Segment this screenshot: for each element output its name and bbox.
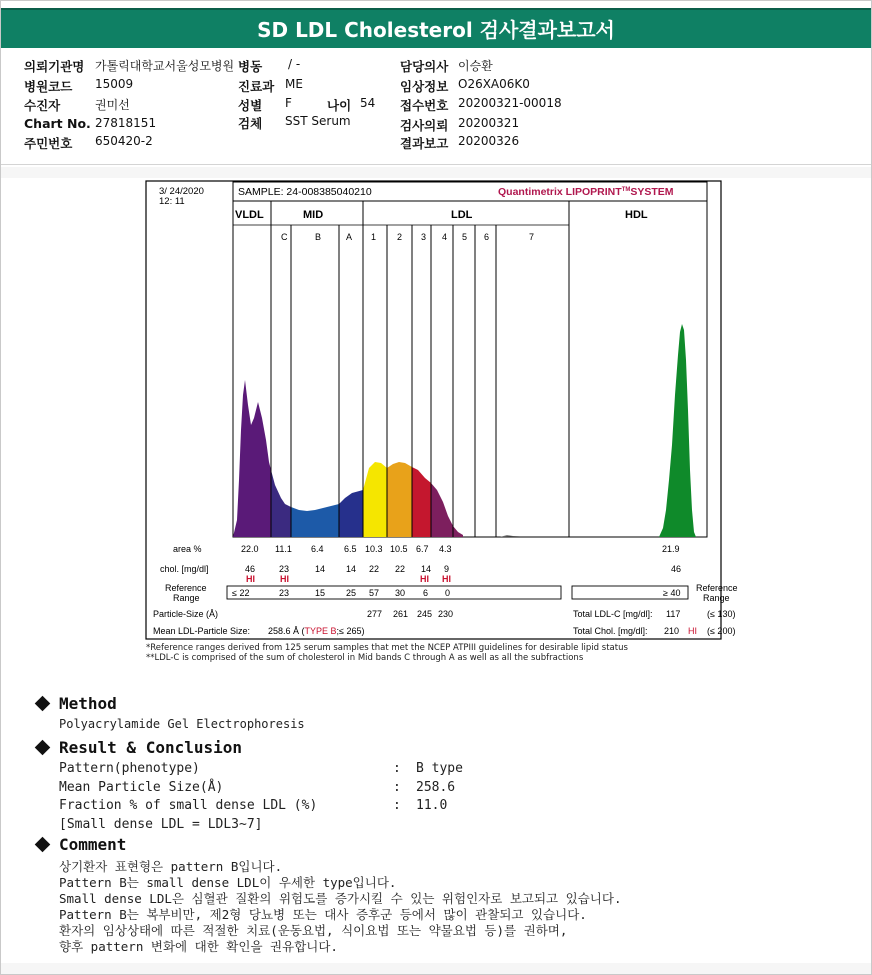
comment-line: Pattern B는 복부비만, 제2형 당뇨병 또는 대사 증후군 등에서 많이 관찰되고 있습니다.: [59, 907, 587, 922]
info-value: F: [285, 96, 292, 110]
ref-value: 6: [423, 588, 429, 598]
info-label: 임상정보: [400, 79, 449, 94]
area-value: 21.9: [662, 544, 680, 554]
info-label: 수진자: [24, 98, 61, 113]
info-value: 20200321: [458, 116, 520, 130]
info-value: 20200321-00018: [458, 96, 562, 110]
patient-info-panel: [0, 50, 872, 165]
ref-value: 25: [346, 588, 357, 598]
band-label: 5: [462, 232, 468, 242]
footnote-1: *Reference ranges derived from 125 serum samples that met the NCEP ATPIII guidelines for desirable lipid status: [146, 643, 628, 653]
info-value: / -: [288, 57, 301, 71]
row-label-chol: chol. [mg/dl]: [160, 564, 209, 574]
info-value: 15009: [95, 77, 134, 91]
result-sep: :: [393, 761, 401, 776]
area-value: 11.1: [275, 544, 292, 554]
info-label: 성별: [238, 98, 263, 113]
area-value: 6.4: [311, 544, 324, 554]
chol-value: 46: [671, 564, 682, 574]
info-label: 검체: [238, 116, 263, 131]
ref-value: 15: [315, 588, 326, 598]
area-value: 4.3: [439, 544, 452, 554]
info-value: O26XA06K0: [458, 77, 530, 91]
result-value: B type: [416, 761, 463, 776]
info-value: 이승환: [458, 59, 493, 73]
total-chol-label: Total Chol. [mg/dl]:: [573, 626, 648, 636]
band-label: C: [281, 232, 288, 242]
result-sep: :: [393, 780, 401, 795]
info-label: 담당의사: [400, 59, 449, 74]
area-value: 10.5: [390, 544, 408, 554]
chol-value: 14: [346, 564, 357, 574]
band-label: 2: [397, 232, 403, 242]
info-label: 병동: [238, 59, 263, 74]
footnote-2: **LDL-C is comprised of the sum of cholesterol in Mid bands C through A as well as all the subfractions: [146, 653, 584, 663]
method-heading: Method: [59, 694, 117, 713]
result-label: Fraction % of small dense LDL (%): [59, 798, 318, 813]
report-title: SD LDL Cholesterol 검사결과보고서: [0, 8, 872, 48]
hi-flag: HI: [246, 574, 255, 584]
area-value: 6.7: [416, 544, 429, 554]
ref-label-right: Reference Range: [696, 583, 738, 603]
band-label: B: [315, 232, 322, 242]
result-note: [Small dense LDL = LDL3~7]: [59, 817, 263, 832]
sample-id: SAMPLE: 24-008385040210: [238, 186, 372, 198]
result-heading: Result & Conclusion: [59, 738, 243, 757]
band-label: 6: [484, 232, 490, 242]
info-value: 가톨릭대학교서울성모병원: [95, 59, 235, 73]
total-chol-ref: (≤ 200): [707, 626, 736, 636]
chol-value: 14: [315, 564, 326, 574]
info-label: 검사의뢰: [400, 118, 449, 133]
info-value: 54: [360, 96, 376, 110]
info-label: 나이: [327, 98, 352, 113]
particle-value: 230: [438, 609, 454, 619]
row-label-particle: Particle-Size (Å): [153, 609, 219, 619]
band-label: 1: [371, 232, 377, 242]
row-label-ref: Reference Range: [165, 583, 207, 603]
result-label: Mean Particle Size(Å): [59, 780, 224, 795]
ref-value: 0: [445, 588, 451, 598]
info-value: 650420-2: [95, 134, 153, 148]
ref-value: 57: [369, 588, 380, 598]
info-label: 결과보고: [400, 136, 449, 151]
info-label: Chart No.: [24, 116, 91, 131]
comment-line: Pattern B는 small dense LDL이 우세한 type입니다.: [59, 875, 397, 890]
particle-value: 245: [417, 609, 433, 619]
total-chol-value: 210: [664, 626, 680, 636]
result-sep: :: [393, 798, 401, 813]
comment-line: 환자의 임상상태에 따른 적절한 치료(운동요법, 식이요법 또는 약물요법 등)를 권하며,: [59, 923, 568, 938]
total-ldl-ref: (≤ 130): [707, 609, 736, 619]
band-label: 3: [421, 232, 427, 242]
info-value: SST Serum: [285, 114, 351, 128]
band-label: 4: [442, 232, 448, 242]
row-label-area: area %: [173, 544, 202, 554]
group-ldl: LDL: [451, 209, 473, 221]
chol-value: 14: [421, 564, 432, 574]
chol-value: 23: [279, 564, 290, 574]
group-hdl: HDL: [625, 209, 648, 221]
info-value: ME: [285, 77, 303, 91]
area-value: 22.0: [241, 544, 259, 554]
report-time: 12: 11: [159, 196, 185, 207]
method-text: Polyacrylamide Gel Electrophoresis: [59, 717, 305, 731]
hi-flag: HI: [420, 574, 429, 584]
system-name: Quantimetrix LIPOPRINT™SYSTEM: [498, 186, 674, 198]
comment-line: 상기환자 표현형은 pattern B입니다.: [59, 859, 283, 874]
area-value: 6.5: [344, 544, 357, 554]
area-value: 10.3: [365, 544, 383, 554]
hi-flag: HI: [442, 574, 451, 584]
result-value: 258.6: [416, 780, 456, 795]
comment-line: Small dense LDL은 심혈관 질환의 위험도를 증가시킬 수 있는 위험인자로 보고되고 있습니다.: [59, 891, 622, 906]
lipoprint-scan: [145, 180, 738, 640]
ref-value: ≥ 40: [663, 588, 681, 598]
total-ldl-label: Total LDL-C [mg/dl]:: [573, 609, 653, 619]
info-value: 권미선: [95, 98, 130, 112]
band-label: 7: [529, 232, 535, 242]
report-date: 3/ 24/2020: [159, 186, 204, 197]
result-value: 11.0: [416, 798, 448, 813]
total-chol-flag: HI: [688, 626, 697, 636]
ldl2-peak: [387, 462, 412, 537]
particle-value: 261: [393, 609, 409, 619]
info-value: 20200326: [458, 134, 520, 148]
info-value: 27818151: [95, 116, 157, 130]
hi-flag: HI: [280, 574, 289, 584]
info-label: 진료과: [238, 79, 275, 94]
particle-value: 277: [367, 609, 383, 619]
row-label-mean: Mean LDL-Particle Size:: [153, 626, 251, 636]
total-ldl-value: 117: [666, 609, 681, 619]
ref-value: 30: [395, 588, 406, 598]
group-mid: MID: [303, 209, 324, 221]
mean-size: 258.6 Å (TYPE B;≤ 265): [268, 626, 365, 636]
result-label: Pattern(phenotype): [59, 761, 200, 776]
ref-value: ≤ 22: [232, 588, 250, 598]
comment-heading: Comment: [59, 835, 127, 854]
comment-line: 향후 pattern 변화에 대한 확인을 권유합니다.: [59, 939, 338, 954]
chol-value: 22: [395, 564, 406, 574]
chol-value: 46: [245, 564, 256, 574]
info-label: 병원코드: [24, 79, 73, 94]
band-label: A: [346, 232, 353, 242]
chol-value: 22: [369, 564, 380, 574]
chol-value: 9: [444, 564, 450, 574]
info-label: 주민번호: [24, 136, 73, 151]
group-vldl: VLDL: [235, 209, 264, 221]
info-label: 의뢰기관명: [24, 59, 85, 74]
info-label: 접수번호: [400, 98, 449, 113]
ref-value: 23: [279, 588, 290, 598]
